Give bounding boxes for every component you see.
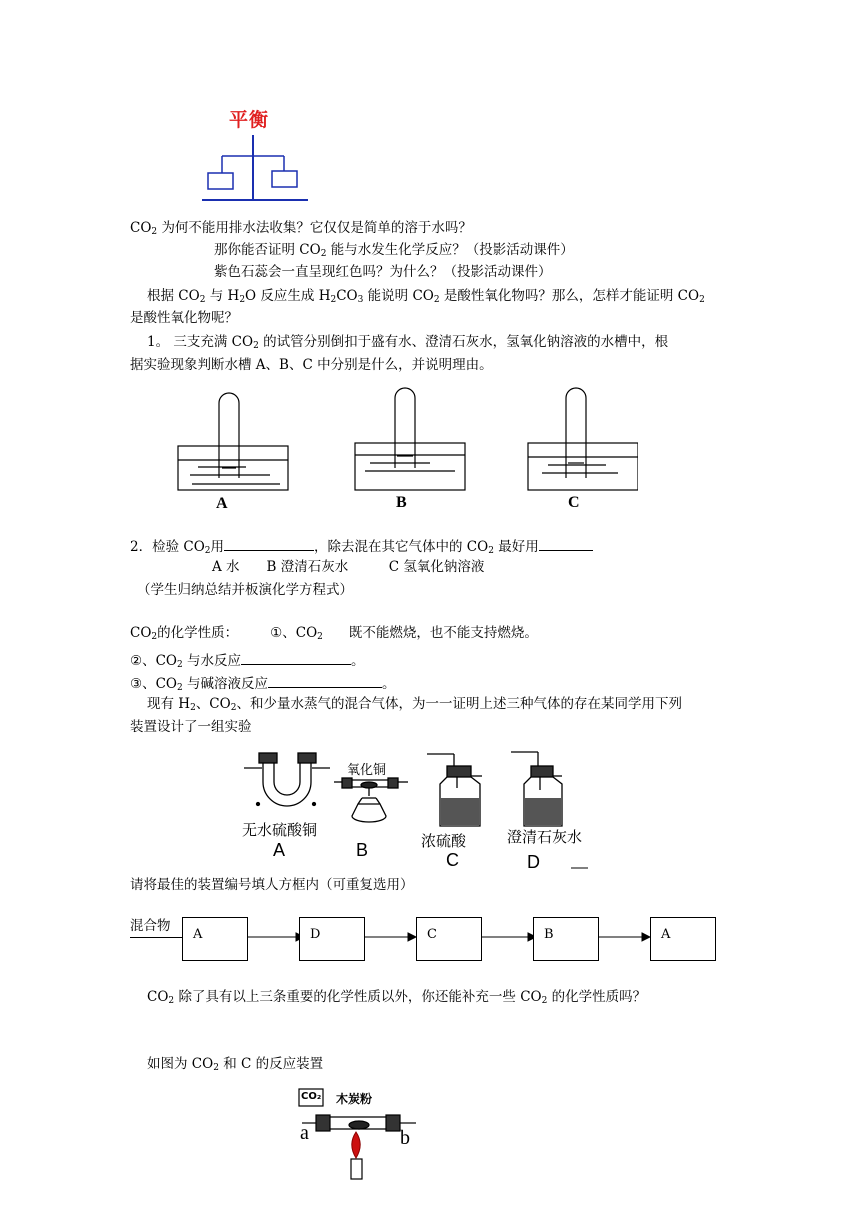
apparatus-c-name: 浓硫酸: [421, 832, 467, 850]
apparatus-a-utube: [244, 753, 330, 806]
flow-line: [130, 937, 182, 938]
question-line-2: 那你能否证明 $CO_2$ 能与水发生化学反应？（投影活动课件）: [214, 242, 574, 259]
apparatus-b-tube: [334, 778, 408, 822]
blank-detect[interactable]: [224, 536, 314, 551]
blank-alkali-reaction[interactable]: [268, 673, 382, 688]
flow-box-5[interactable]: A: [650, 917, 716, 961]
mix-line-2: 装置设计了一组实验: [130, 719, 252, 735]
reaction-figure: [296, 1086, 426, 1181]
property-2: ②、$CO_2$ 与水反应 。: [130, 650, 365, 670]
item1-line-1: 1。 三支充满 $CO_2$ 的试管分别倒扣于盛有水、澄清石灰水，氢氧化钠溶液的水槽中，根: [147, 334, 669, 351]
flow-box-2[interactable]: D: [299, 917, 365, 961]
apparatus-b-name: 氧化铜: [347, 763, 387, 778]
apparatus-c-label: C: [446, 850, 459, 870]
trough-c: [528, 388, 638, 490]
reaction-end-b: b: [400, 1127, 410, 1149]
apparatus-a-name: 无水硫酸铜: [242, 821, 318, 839]
troughs-figure: [170, 383, 638, 510]
question-line-5: 是酸性氧化物呢？: [130, 310, 238, 326]
item1-line-2: 据实验现象判断水槽 A、B、C 中分别是什么，并说明理由。: [130, 357, 493, 373]
question-line-4: 根据 $CO_2$ 与 $H_2O$ 反应生成 $H_2CO_3$ 能说明 $CO_2$ 是酸性氧化物吗？那么，怎样才能证明 $CO_2$: [147, 288, 705, 305]
apparatus-drawing: [236, 748, 596, 872]
extra-question: $CO_2$ 除了具有以上三条重要的化学性质以外，你还能补充一些 $CO_2$ 的化学性质吗？: [147, 989, 647, 1006]
apparatus-c-bottle: [427, 754, 482, 826]
reaction-co2-label: CO₂: [301, 1091, 322, 1102]
apparatus-figure: [236, 748, 596, 872]
fill-instruction: 请将最佳的装置编号填人方框内（可重复选用）: [130, 877, 414, 893]
property-1: $CO_2$的化学性质： ①、$CO_2$ 既不能燃烧，也不能支持燃烧。: [130, 625, 538, 642]
blank-water-reaction[interactable]: [241, 650, 351, 665]
item2-line-1: 2．检验 $CO_2$用 ，除去混在其它气体中的 $CO_2$ 最好用: [130, 536, 593, 556]
item2-options: A 水 B 澄清石灰水 C 氢氧化钠溶液: [212, 559, 485, 575]
reaction-caption: 如图为 $CO_2$ 和 C 的反应装置: [147, 1056, 324, 1073]
reaction-end-a: a: [300, 1122, 309, 1144]
apparatus-b-label: B: [356, 840, 369, 860]
reaction-powder-label: 木炭粉: [336, 1092, 373, 1106]
apparatus-a-label: A: [273, 840, 286, 860]
trough-label-a: A: [216, 495, 228, 510]
item2-note: （学生归纳总结并板演化学方程式）: [137, 582, 353, 598]
mix-line-1: 现有 $H_2$、$CO_2$、和少量水蒸气的混合气体，为一一证明上述三种气体的存在某同学用下列: [147, 696, 682, 713]
property-3: ③、$CO_2$ 与碱溶液反应 。: [130, 673, 396, 693]
trough-b: [355, 388, 465, 490]
flow-box-1[interactable]: A: [182, 917, 248, 961]
apparatus-d-bottle: [511, 752, 562, 826]
question-line-3: 紫色石蕊会一直呈现红色吗？为什么？（投影活动课件）: [214, 264, 552, 280]
blank-remove[interactable]: [539, 536, 593, 551]
balance-figure: [196, 101, 312, 206]
flow-box-3[interactable]: C: [416, 917, 482, 961]
flow-start: 混合物: [130, 918, 171, 934]
trough-label-b: B: [396, 494, 407, 510]
troughs-drawing: [170, 383, 638, 510]
trough-label-c: C: [568, 494, 580, 510]
apparatus-d-label: D: [527, 852, 540, 872]
question-line-1: $CO_2$ 为何不能用排水法收集？它仅仅是简单的溶于水吗？: [130, 220, 472, 237]
balance-title: 平衡: [229, 109, 270, 131]
trough-a: [178, 393, 288, 490]
apparatus-d-name: 澄清石灰水: [507, 828, 583, 846]
flow-box-4[interactable]: B: [533, 917, 599, 961]
